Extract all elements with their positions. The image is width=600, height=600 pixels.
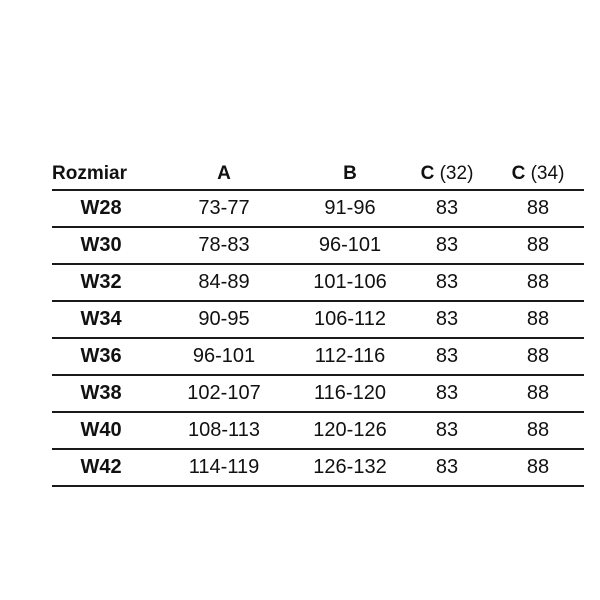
cell-c-34: 88 bbox=[492, 190, 584, 227]
cell-size: W38 bbox=[52, 375, 150, 412]
cell-c-32: 83 bbox=[402, 412, 492, 449]
cell-c-34: 88 bbox=[492, 375, 584, 412]
cell-c-32: 83 bbox=[402, 338, 492, 375]
table-body bbox=[52, 190, 584, 486]
cell-b: 91-96 bbox=[298, 190, 402, 227]
cell-c-34: 88 bbox=[492, 264, 584, 301]
header-c-32-sub: (32) bbox=[434, 162, 474, 184]
cell-size: W30 bbox=[52, 227, 150, 264]
table-row bbox=[52, 301, 584, 338]
cell-b: 101-106 bbox=[298, 264, 402, 301]
cell-a: 90-95 bbox=[150, 301, 298, 338]
cell-c-32: 83 bbox=[402, 264, 492, 301]
cell-b: 112-116 bbox=[298, 338, 402, 375]
cell-b: 116-120 bbox=[298, 375, 402, 412]
cell-b: 106-112 bbox=[298, 301, 402, 338]
table-row bbox=[52, 264, 584, 301]
cell-c-34: 88 bbox=[492, 449, 584, 486]
table-row bbox=[52, 190, 584, 227]
header-c-32-label: C bbox=[420, 162, 435, 184]
header-size-label: Rozmiar bbox=[52, 162, 127, 184]
cell-a: 114-119 bbox=[150, 449, 298, 486]
table-row bbox=[52, 449, 584, 486]
header-b bbox=[298, 158, 402, 190]
cell-b: 120-126 bbox=[298, 412, 402, 449]
table-row bbox=[52, 227, 584, 264]
cell-size: W34 bbox=[52, 301, 150, 338]
cell-b: 126-132 bbox=[298, 449, 402, 486]
size-chart-table bbox=[52, 158, 584, 487]
cell-a: 78-83 bbox=[150, 227, 298, 264]
cell-c-34: 88 bbox=[492, 227, 584, 264]
header-row bbox=[52, 158, 584, 190]
header-a-label: A bbox=[217, 162, 231, 184]
cell-size: W36 bbox=[52, 338, 150, 375]
cell-b: 96-101 bbox=[298, 227, 402, 264]
header-c-34-sub: (34) bbox=[525, 162, 565, 184]
cell-a: 96-101 bbox=[150, 338, 298, 375]
cell-size: W32 bbox=[52, 264, 150, 301]
cell-c-34: 88 bbox=[492, 412, 584, 449]
header-a bbox=[150, 158, 298, 190]
header-b-label: B bbox=[343, 162, 357, 184]
cell-c-34: 88 bbox=[492, 338, 584, 375]
cell-a: 84-89 bbox=[150, 264, 298, 301]
header-size bbox=[52, 158, 150, 190]
cell-size: W40 bbox=[52, 412, 150, 449]
cell-c-32: 83 bbox=[402, 227, 492, 264]
cell-c-32: 83 bbox=[402, 301, 492, 338]
cell-a: 73-77 bbox=[150, 190, 298, 227]
table-row bbox=[52, 338, 584, 375]
header-c-34-label: C bbox=[511, 162, 526, 184]
table-row bbox=[52, 412, 584, 449]
cell-c-32: 83 bbox=[402, 375, 492, 412]
header-c-34 bbox=[492, 158, 584, 190]
cell-a: 108-113 bbox=[150, 412, 298, 449]
cell-c-34: 88 bbox=[492, 301, 584, 338]
cell-size: W42 bbox=[52, 449, 150, 486]
cell-c-32: 83 bbox=[402, 449, 492, 486]
table-row bbox=[52, 375, 584, 412]
cell-c-32: 83 bbox=[402, 190, 492, 227]
header-c-32 bbox=[402, 158, 492, 190]
cell-size: W28 bbox=[52, 190, 150, 227]
cell-a: 102-107 bbox=[150, 375, 298, 412]
